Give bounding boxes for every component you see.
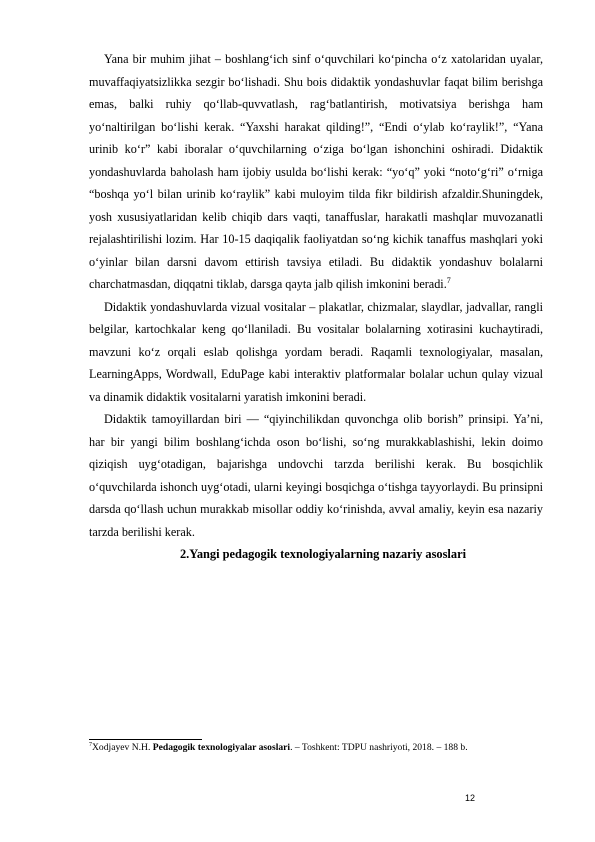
footnote-mark: 7: [89, 741, 92, 748]
paragraph-1-text: Yana bir muhim jihat – boshlang‘ich sinf o‘quvchilari ko‘pincha o‘z xatolaridan uyalar, muvaffaqiyatsizlikka sezgir bo‘lishadi. Shu bois didaktik yondashuvlar faqat bilim berishga emas, balki ruhiy qo‘llab-quvvatlash, rag‘batlantirish, motivatsiya berishga ham yo‘naltirilgan bo‘lishi kerak. “Yaxshi harakat qilding!”, “Endi o‘ylab ko‘raylik!”, “Yana urinib ko‘r” kabi iboralar o‘quvchilarning o‘ziga bo‘lgan ishonchini oshiradi. Didaktik yondashuvlarda baholash ham ijobiy usulda bo‘lishi kerak: “yo‘q” yoki “noto‘g‘ri” o‘rniga “boshqa yo‘l bilan urinib ko‘raylik” kabi muloyim tilda fikr bildirish afzaldir.Shuningdek, yosh xususiyatlaridan kelib chiqib dars vaqti, tanaffuslar, harakatli mashqlar muvozanatli rejalashtirilishi lozim. Har 10-15 daqiqalik faoliyatdan so‘ng kichik tanaffus mashqlari yoki o‘yinlar bilan darsni davom ettirish tavsiya etiladi. Bu didaktik yondashuv bolalarni charchatmasdan, diqqatni tiklab, darsga qayta jalb qilish imkonini beradi.: [89, 52, 543, 291]
paragraph-1: [89, 48, 543, 296]
paragraph-2: Didaktik yondashuvlarda vizual vositalar – plakatlar, chizmalar, slaydlar, jadvallar, rangli belgilar, kartochkalar keng qo‘llaniladi. Bu vositalar bolalarning xotirasini kuchaytiradi, mavzuni ko‘z orqali eslab qolishga yordam beradi. Raqamli texnologiyalar, masalan, LearningApps, Wordwall, EduPage kabi interaktiv platformalar bolalar uchun qulay vizual va dinamik didaktik vositalarni yaratish imkonini beradi.: [89, 299, 543, 404]
footnote-divider: [89, 739, 202, 740]
body-text: [89, 48, 543, 565]
footnote-author: Xodjayev N.H.: [92, 742, 153, 753]
section-heading: 2.Yangi pedagogik texnologiyalarning nazariy asoslari: [179, 547, 467, 561]
page-number: 12: [464, 793, 475, 803]
footnote-title: Pedagogik texnologiyalar asoslari: [152, 742, 291, 753]
footnote-reference[interactable]: 7: [446, 275, 451, 285]
footnote-rest: . – Toshkent: TDPU nashriyoti, 2018. – 188 b.: [290, 742, 468, 753]
footnote: [89, 741, 539, 754]
paragraph-3: Didaktik tamoyillardan biri — “qiyinchilikdan quvonchga olib borish” prinsipi. Ya’ni, har bir yangi bilim boshlang‘ichda oson bo‘lishi, so‘ng murakkablashishi, lekin doimo qiziqish uyg‘otadigan, bajarishga undovchi tarzda berilishi kerak. Bu bosqichlik o‘quvchilarda ishonch uyg‘otadi, ularni keyingi bosqichga o‘tishga tayyorlaydi. Bu prinsipni darsda qo‘llash uchun murakkab misollar oddiy ko‘rinishda, avval amaliy, keyin esa nazariy tarzda berilishi kerak.: [89, 412, 543, 539]
